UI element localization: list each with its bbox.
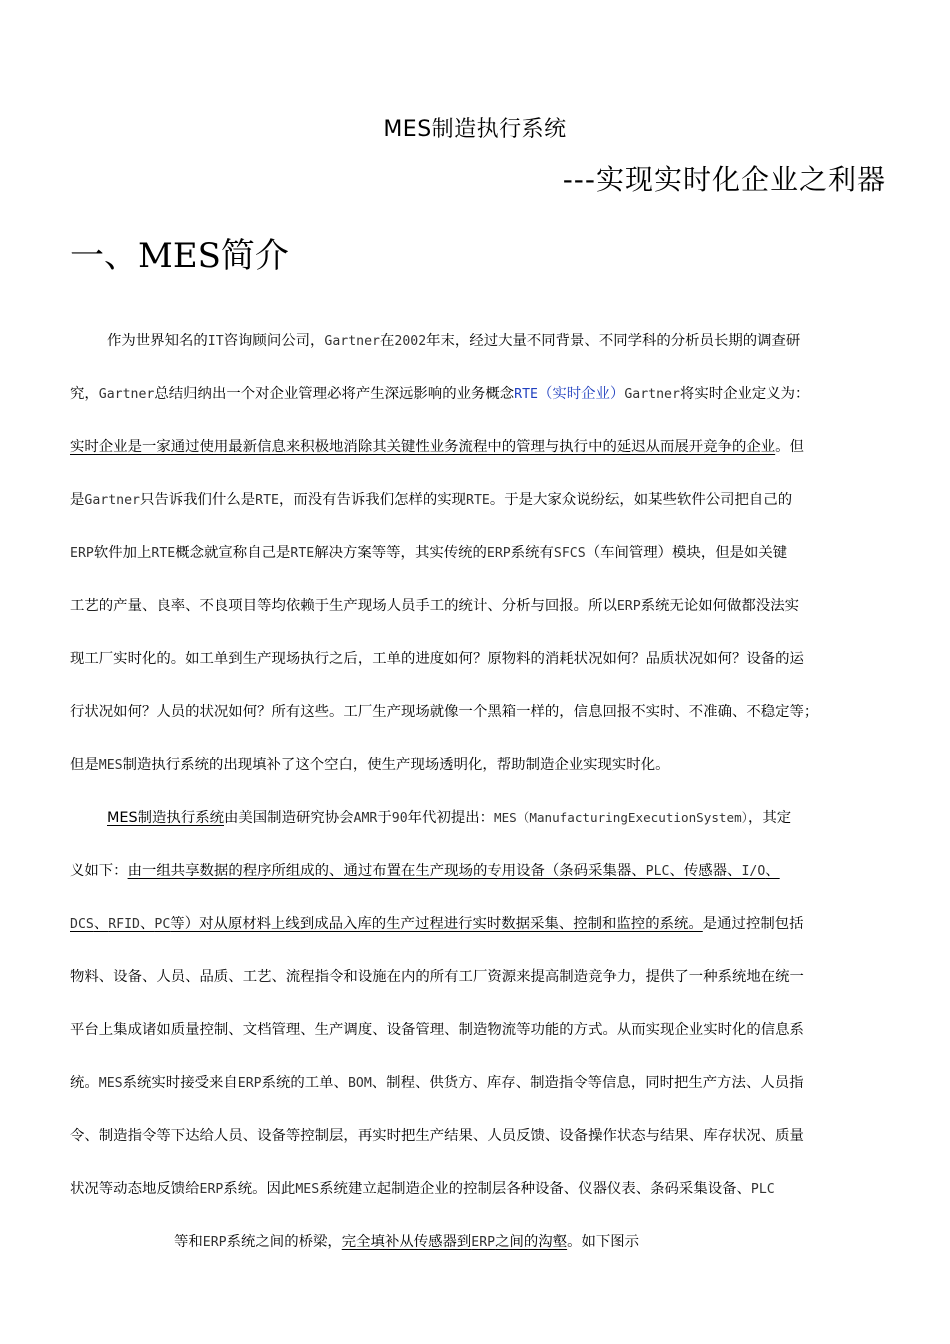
paragraph-2-line-9: 等和ERP系统之间的桥梁，完全填补从传感器到ERP之间的沟壑。如下图示	[174, 1234, 640, 1250]
paragraph-2-line-5: 平台上集成诸如质量控制、文档管理、生产调度、设备管理、制造物流等功能的方式。从而实现企业实时化的信息系	[70, 1022, 804, 1038]
paragraph-2-line-3: DCS、RFID、PC等）对从原材料上线到成品入库的生产过程进行实时数据采集、控制和监控的系统。是通过控制包括	[70, 916, 804, 932]
paragraph-1-line-8: 行状况如何？人员的状况如何？所有这些。工厂生产现场就像一个黑箱一样的，信息回报不实时、不准确、不稳定等；	[70, 704, 819, 720]
paragraph-1-line-3: 实时企业是一家通过使用最新信息来积极地消除其关键性业务流程中的管理与执行中的延迟从而展开竞争的企业。但	[70, 439, 804, 455]
section-heading: 一、MES简介	[70, 236, 289, 276]
rte-link-label[interactable]: （实时企业）	[537, 386, 625, 402]
paragraph-2-line-2: 义如下：由一组共享数据的程序所组成的、通过布置在生产现场的专用设备（条码采集器、PLC、传感器、I/O、	[70, 863, 780, 879]
paragraph-2-line-1: MES制造执行系统由美国制造研究协会AMR于90年代初提出：MES（ManufacturingExecutionSystem），其定	[107, 810, 792, 826]
paragraph-2-line-6: 统。MES系统实时接受来自ERP系统的工单、BOM、制程、供货方、库存、制造指令等信息，同时把生产方法、人员指	[70, 1075, 804, 1091]
mes-term: MES制造执行系统	[107, 810, 224, 826]
gap-bridge-phrase: 完全填补从传感器到ERP之间的沟壑	[341, 1234, 568, 1250]
paragraph-1-line-1: 作为世界知名的IT咨询顾问公司，Gartner在2002年末，经过大量不同背景、不同学科的分析员长期的调查研	[107, 333, 801, 349]
document-subtitle: ---实现实时化企业之利器	[562, 163, 886, 196]
paragraph-1-line-6: 工艺的产量、良率、不良项目等均依赖于生产现场人员手工的统计、分析与回报。所以ERP系统无论如何做都没法实	[70, 598, 799, 614]
paragraph-1-line-2: 究，Gartner总结归纳出一个对企业管理必将产生深远影响的业务概念RTE（实时企业）Gartner将实时企业定义为：	[70, 386, 810, 402]
paragraph-2-line-8: 状况等动态地反馈给ERP系统。因此MES系统建立起制造企业的控制层各种设备、仪器仪表、条码采集设备、PLC	[70, 1181, 775, 1197]
paragraph-2-line-7: 令、制造指令等下达给人员、设备等控制层，再实时把生产结果、人员反馈、设备操作状态与结果、库存状况、质量	[70, 1128, 804, 1144]
document-title: MES制造执行系统	[383, 117, 567, 142]
rte-link[interactable]: RTE	[514, 387, 538, 402]
rte-definition: 实时企业是一家通过使用最新信息来积极地消除其关键性业务流程中的管理与执行中的延迟从而展开竞争的企业	[70, 439, 776, 455]
paragraph-2-line-4: 物料、设备、人员、品质、工艺、流程指令和设施在内的所有工厂资源来提高制造竞争力，提供了一种系统地在统一	[70, 969, 804, 985]
mes-definition-part-1: 由一组共享数据的程序所组成的、通过布置在生产现场的专用设备（条码采集器、PLC、传感器、I/O、	[127, 863, 780, 879]
paragraph-1-line-7: 现工厂实时化的。如工单到生产现场执行之后，工单的进度如何？原物料的消耗状况如何？品质状况如何？设备的运	[70, 651, 804, 667]
paragraph-1-line-9: 但是MES制造执行系统的出现填补了这个空白，使生产现场透明化，帮助制造企业实现实时化。	[70, 757, 670, 773]
paragraph-1-line-5: ERP软件加上RTE概念就宣称自己是RTE解决方案等等，其实传统的ERP系统有SFCS（车间管理）模块，但是如关键	[70, 545, 788, 561]
paragraph-1-line-4: 是Gartner只告诉我们什么是RTE，而没有告诉我们怎样的实现RTE。于是大家众说纷纭，如某些软件公司把自己的	[70, 492, 793, 508]
mes-definition-part-2: DCS、RFID、PC等）对从原材料上线到成品入库的生产过程进行实时数据采集、控制和监控的系统。	[70, 916, 703, 932]
